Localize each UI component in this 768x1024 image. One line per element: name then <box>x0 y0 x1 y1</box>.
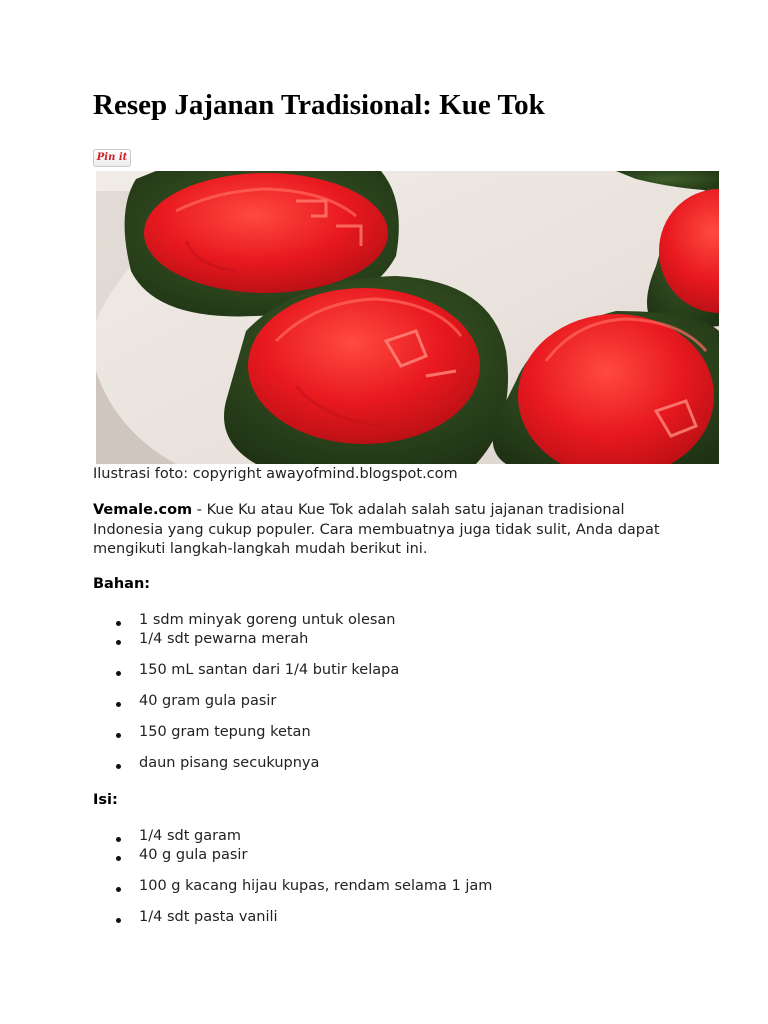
list-item: 150 gram tepung ketan <box>139 724 311 740</box>
list-item: 1/4 sdt pasta vanili <box>139 909 278 925</box>
page-title: Resep Jajanan Tradisional: Kue Tok <box>93 89 545 121</box>
pinterest-pin-button[interactable]: Pin it <box>93 149 131 167</box>
list-item: daun pisang secukupnya <box>139 755 320 771</box>
list-bullet <box>116 640 121 645</box>
list-item: 150 mL santan dari 1/4 butir kelapa <box>139 662 400 678</box>
isi-heading: Isi: <box>93 792 118 808</box>
list-item: 100 g kacang hijau kupas, rendam selama 1 jam <box>139 878 493 894</box>
image-caption: Ilustrasi foto: copyright awayofmind.blogspot.com <box>93 466 458 482</box>
kue-tok-photo <box>96 171 719 464</box>
list-item: 40 gram gula pasir <box>139 693 277 709</box>
bahan-heading: Bahan: <box>93 576 151 592</box>
list-item: 40 g gula pasir <box>139 847 248 863</box>
list-bullet <box>116 702 121 707</box>
list-bullet <box>116 856 121 861</box>
list-item: 1/4 sdt pewarna merah <box>139 631 309 647</box>
list-bullet <box>116 671 121 676</box>
list-bullet <box>116 621 121 626</box>
list-bullet <box>116 918 121 923</box>
list-bullet <box>116 764 121 769</box>
list-bullet <box>116 837 121 842</box>
intro-paragraph <box>93 501 693 560</box>
list-item: 1 sdm minyak goreng untuk olesan <box>139 612 396 628</box>
intro-text: - Kue Ku atau Kue Tok adalah salah satu jajanan tradisional Indonesia yang cukup populer. Cara membuatnya juga tidak sulit, Anda dapat mengikuti langkah-langkah mudah berikut ini. <box>93 502 660 557</box>
intro-source: Vemale.com <box>93 502 193 518</box>
list-bullet <box>116 887 121 892</box>
list-bullet <box>116 733 121 738</box>
list-item: 1/4 sdt garam <box>139 828 242 844</box>
